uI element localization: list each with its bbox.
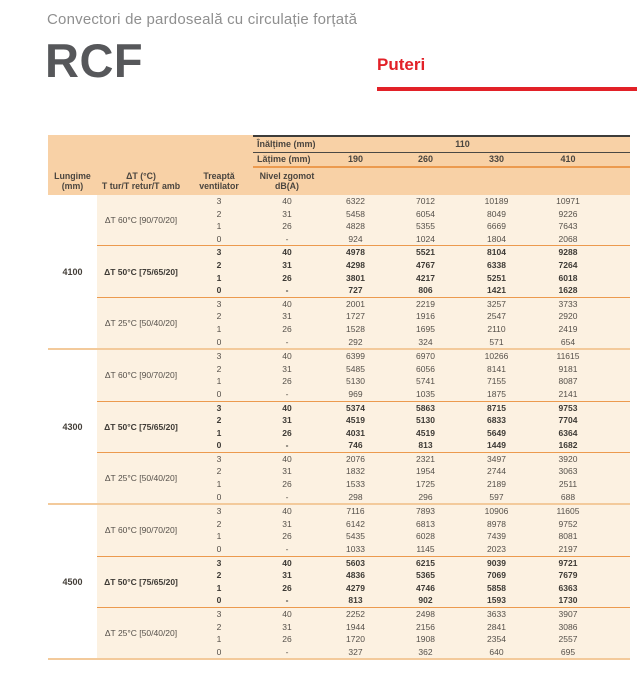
power-value: 2156 bbox=[416, 621, 435, 632]
power-value: 8141 bbox=[487, 363, 506, 374]
power-value: 3497 bbox=[487, 453, 506, 464]
power-value: 7012 bbox=[416, 196, 435, 206]
fan-step-value: 3 bbox=[216, 196, 222, 206]
power-value: 6322 bbox=[346, 196, 365, 206]
product-name: RCF bbox=[45, 34, 144, 87]
fan-step-value: 1 bbox=[216, 479, 222, 490]
power-value: 2141 bbox=[558, 388, 578, 399]
power-value: 6970 bbox=[416, 351, 435, 362]
table-body bbox=[48, 195, 630, 660]
power-value: 6018 bbox=[558, 272, 578, 283]
power-value: 2068 bbox=[558, 233, 578, 244]
power-value: 2189 bbox=[487, 479, 506, 490]
power-value: 4217 bbox=[416, 272, 435, 283]
width-label: Lățime (mm) bbox=[257, 154, 311, 164]
length-value: 4500 bbox=[62, 576, 83, 587]
noise-level-value: 26 bbox=[282, 427, 292, 438]
power-value: 7704 bbox=[558, 415, 578, 426]
fan-step-value: 1 bbox=[216, 634, 222, 645]
power-value: 5603 bbox=[346, 557, 365, 568]
fan-step-value: 2 bbox=[216, 208, 222, 219]
power-value: 9226 bbox=[558, 208, 578, 219]
power-value: 8087 bbox=[558, 376, 578, 387]
fan-step-value: 0 bbox=[216, 285, 222, 296]
height-row bbox=[253, 137, 630, 152]
power-value: 6364 bbox=[558, 427, 578, 438]
power-value: 5649 bbox=[487, 427, 506, 438]
power-value: 4519 bbox=[346, 415, 365, 426]
power-value: 5130 bbox=[346, 376, 365, 387]
power-value: 6028 bbox=[416, 531, 435, 542]
deltat-label: ΔT 25°C [50/40/20] bbox=[104, 473, 178, 484]
power-value: 5251 bbox=[487, 272, 506, 283]
power-value: 7069 bbox=[487, 570, 506, 581]
power-value: 8104 bbox=[487, 247, 506, 258]
noise-level-value: 26 bbox=[282, 272, 292, 283]
power-value: 6669 bbox=[487, 221, 506, 232]
power-value: 10971 bbox=[556, 196, 580, 206]
power-value: 969 bbox=[348, 388, 363, 399]
fan-step-value: 1 bbox=[216, 427, 222, 438]
noise-level-value: 40 bbox=[282, 247, 292, 258]
fan-step-value: 0 bbox=[216, 233, 222, 244]
noise-level-value: 31 bbox=[282, 518, 292, 529]
power-value: 9181 bbox=[558, 363, 578, 374]
power-value: 640 bbox=[489, 646, 504, 657]
power-value: 3733 bbox=[558, 298, 578, 309]
power-value: 1875 bbox=[487, 388, 506, 399]
length-value: 4100 bbox=[62, 266, 83, 277]
noise-level-value: - bbox=[285, 544, 289, 555]
noise-level-value: 40 bbox=[282, 298, 292, 309]
section-title: Puteri bbox=[377, 55, 426, 74]
fan-step-value: 3 bbox=[216, 351, 222, 362]
power-value: 6215 bbox=[416, 557, 435, 568]
power-value: 746 bbox=[348, 440, 363, 451]
power-value: 9288 bbox=[558, 247, 578, 258]
power-value: 3063 bbox=[558, 466, 578, 477]
power-value: 2252 bbox=[346, 609, 365, 619]
power-value: 5863 bbox=[416, 402, 435, 413]
noise-level-value: 26 bbox=[282, 531, 292, 542]
noise-level-value: - bbox=[285, 388, 289, 399]
power-value: 7679 bbox=[558, 570, 578, 581]
power-value: 2419 bbox=[558, 323, 578, 334]
fan-step-value: 3 bbox=[216, 506, 222, 517]
height-label: Înălțime (mm) bbox=[257, 139, 316, 149]
power-value: 2219 bbox=[416, 298, 435, 309]
width-value: 260 bbox=[417, 154, 434, 164]
power-value: 1695 bbox=[416, 323, 435, 334]
power-value: 1727 bbox=[346, 311, 365, 322]
power-value: 327 bbox=[348, 646, 363, 657]
power-value: 5485 bbox=[346, 363, 365, 374]
noise-level-value: 31 bbox=[282, 570, 292, 581]
power-value: 10189 bbox=[484, 196, 509, 206]
height-value: 110 bbox=[455, 139, 470, 149]
power-value: 806 bbox=[418, 285, 433, 296]
power-value: 11615 bbox=[556, 351, 580, 362]
power-value: 4519 bbox=[416, 427, 435, 438]
power-value: 7264 bbox=[558, 259, 578, 270]
table-header bbox=[48, 135, 630, 195]
power-value: 727 bbox=[348, 285, 363, 296]
noise-level-value: 31 bbox=[282, 363, 292, 374]
fan-step-value: 2 bbox=[216, 363, 222, 374]
power-value: 5355 bbox=[416, 221, 435, 232]
power-value: 5458 bbox=[346, 208, 365, 219]
power-table bbox=[48, 135, 630, 660]
power-value: 1954 bbox=[416, 466, 435, 477]
power-value: 2841 bbox=[487, 621, 506, 632]
power-value: 324 bbox=[418, 336, 433, 347]
power-value: 695 bbox=[560, 646, 576, 657]
fan-step-value: 0 bbox=[216, 388, 222, 399]
noise-level-value: 31 bbox=[282, 466, 292, 477]
fan-step-value: 1 bbox=[216, 323, 222, 334]
power-value: 9753 bbox=[558, 402, 578, 413]
power-value: 9039 bbox=[487, 557, 506, 568]
power-value: 362 bbox=[418, 646, 433, 657]
deltat-block bbox=[97, 350, 630, 401]
noise-level-value: 26 bbox=[282, 323, 292, 334]
fan-step-value: 0 bbox=[216, 491, 222, 502]
noise-level-value: - bbox=[285, 233, 289, 244]
noise-level-value: - bbox=[285, 491, 289, 502]
power-value: 6833 bbox=[487, 415, 506, 426]
fan-step-value: 0 bbox=[216, 440, 222, 451]
power-value: 2197 bbox=[558, 544, 578, 555]
power-value: 7155 bbox=[487, 376, 506, 387]
power-value: 924 bbox=[348, 233, 363, 244]
power-value: 298 bbox=[348, 491, 363, 502]
power-value: 5435 bbox=[346, 531, 365, 542]
fan-step-value: 1 bbox=[216, 531, 222, 542]
power-value: 4746 bbox=[416, 582, 435, 593]
fan-step-value: 3 bbox=[216, 557, 222, 568]
power-value: 8715 bbox=[487, 402, 506, 413]
power-value: 1916 bbox=[416, 311, 435, 322]
noise-level-value: 31 bbox=[282, 415, 292, 426]
deltat-block bbox=[97, 608, 630, 658]
power-value: 1533 bbox=[346, 479, 365, 490]
power-value: 6363 bbox=[558, 582, 578, 593]
deltat-label: ΔT 25°C [50/40/20] bbox=[104, 317, 178, 328]
power-value: 3801 bbox=[346, 272, 365, 283]
length-value: 4300 bbox=[62, 421, 83, 432]
fan-step-value: 0 bbox=[216, 595, 222, 606]
power-value: 5130 bbox=[416, 415, 435, 426]
power-value: 2547 bbox=[487, 311, 506, 322]
power-value: 292 bbox=[348, 336, 363, 347]
power-value: 688 bbox=[560, 491, 576, 502]
noise-level-value: - bbox=[285, 285, 289, 296]
power-value: 813 bbox=[348, 595, 363, 606]
power-value: 3920 bbox=[558, 453, 578, 464]
deltat-block bbox=[97, 453, 630, 503]
fan-step-value: 0 bbox=[216, 336, 222, 347]
power-value: 1035 bbox=[416, 388, 435, 399]
power-value: 2920 bbox=[558, 311, 578, 322]
noise-level-value: 31 bbox=[282, 259, 292, 270]
width-value: 330 bbox=[488, 154, 505, 164]
power-value: 1682 bbox=[558, 440, 578, 451]
power-value: 4298 bbox=[346, 259, 365, 270]
noise-level-value: 40 bbox=[282, 557, 292, 568]
power-value: 1528 bbox=[346, 323, 365, 334]
fan-step-value: 2 bbox=[216, 415, 222, 426]
power-value: 9721 bbox=[558, 557, 578, 568]
power-value: 1725 bbox=[416, 479, 435, 490]
section-underline bbox=[377, 87, 637, 91]
deltat-block bbox=[97, 557, 630, 608]
power-value: 4031 bbox=[346, 427, 365, 438]
power-value: 5521 bbox=[416, 247, 435, 258]
power-value: 2557 bbox=[558, 634, 578, 645]
deltat-block bbox=[97, 246, 630, 297]
power-value: 296 bbox=[418, 491, 433, 502]
power-value: 2321 bbox=[416, 453, 435, 464]
power-value: 1944 bbox=[346, 621, 365, 632]
fan-step-value: 3 bbox=[216, 247, 222, 258]
col-header-deltat: ΔT (°C) T tur/T retur/T amb bbox=[101, 170, 181, 191]
power-value: 5374 bbox=[346, 402, 365, 413]
deltat-label: ΔT 60°C [90/70/20] bbox=[104, 525, 178, 536]
power-value: 6142 bbox=[346, 518, 365, 529]
noise-level-value: 26 bbox=[282, 479, 292, 490]
power-value: 3086 bbox=[558, 621, 578, 632]
fan-step-value: 2 bbox=[216, 311, 222, 322]
noise-level-value: - bbox=[285, 595, 289, 606]
col-header-nivel: Nivel zgomot dB(A) bbox=[259, 170, 315, 191]
power-value: 1804 bbox=[487, 233, 506, 244]
power-value: 1908 bbox=[416, 634, 435, 645]
power-value: 6813 bbox=[416, 518, 435, 529]
deltat-label: ΔT 25°C [50/40/20] bbox=[104, 628, 178, 639]
power-value: 4828 bbox=[346, 221, 365, 232]
power-value: 1024 bbox=[416, 233, 435, 244]
power-value: 8049 bbox=[487, 208, 506, 219]
fan-step-value: 3 bbox=[216, 453, 222, 464]
fan-step-value: 3 bbox=[216, 298, 222, 309]
power-value: 7116 bbox=[346, 506, 365, 517]
power-value: 10266 bbox=[484, 351, 509, 362]
power-value: 1730 bbox=[558, 595, 578, 606]
deltat-label: ΔT 50°C [75/65/20] bbox=[104, 421, 178, 432]
power-value: 1449 bbox=[487, 440, 506, 451]
deltat-block bbox=[97, 298, 630, 348]
noise-level-value: 31 bbox=[282, 208, 292, 219]
length-group-4500 bbox=[48, 505, 630, 660]
power-value: 4767 bbox=[416, 259, 435, 270]
noise-level-value: 40 bbox=[282, 351, 292, 362]
power-value: 4836 bbox=[346, 570, 365, 581]
power-value: 2023 bbox=[487, 544, 506, 555]
noise-level-value: - bbox=[285, 440, 289, 451]
power-value: 1720 bbox=[346, 634, 365, 645]
power-value: 3633 bbox=[487, 609, 506, 619]
fan-step-value: 2 bbox=[216, 259, 222, 270]
fan-step-value: 2 bbox=[216, 621, 222, 632]
fan-step-value: 3 bbox=[216, 609, 222, 619]
power-value: 1033 bbox=[346, 544, 365, 555]
power-value: 571 bbox=[489, 336, 504, 347]
power-value: 4279 bbox=[346, 582, 365, 593]
noise-level-value: - bbox=[285, 336, 289, 347]
noise-level-value: 40 bbox=[282, 609, 292, 619]
power-value: 2001 bbox=[346, 298, 365, 309]
power-value: 11605 bbox=[556, 506, 580, 517]
power-value: 7439 bbox=[487, 531, 506, 542]
power-value: 6399 bbox=[346, 351, 365, 362]
power-value: 597 bbox=[489, 491, 504, 502]
fan-step-value: 1 bbox=[216, 272, 222, 283]
width-value: 410 bbox=[560, 154, 576, 164]
power-value: 2076 bbox=[346, 453, 365, 464]
noise-level-value: 40 bbox=[282, 402, 292, 413]
length-group-4100 bbox=[48, 195, 630, 350]
power-value: 654 bbox=[560, 336, 576, 347]
deltat-block bbox=[97, 402, 630, 453]
deltat-label: ΔT 50°C [75/65/20] bbox=[104, 576, 178, 587]
noise-level-value: 26 bbox=[282, 221, 292, 232]
noise-level-value: 26 bbox=[282, 376, 292, 387]
col-header-treapta: Treaptă ventilator bbox=[199, 170, 239, 191]
power-value: 5741 bbox=[416, 376, 435, 387]
power-value: 2354 bbox=[487, 634, 506, 645]
fan-step-value: 2 bbox=[216, 518, 222, 529]
column-headers bbox=[48, 168, 630, 194]
fan-step-value: 2 bbox=[216, 466, 222, 477]
power-value: 2511 bbox=[558, 479, 578, 490]
width-row bbox=[253, 153, 630, 166]
noise-level-value: 40 bbox=[282, 196, 292, 206]
power-value: 1421 bbox=[487, 285, 506, 296]
noise-level-value: 31 bbox=[282, 311, 292, 322]
power-value: 2744 bbox=[487, 466, 506, 477]
fan-step-value: 0 bbox=[216, 544, 222, 555]
power-value: 1593 bbox=[487, 595, 506, 606]
col-header-lungime: Lungime (mm) bbox=[54, 170, 91, 191]
power-value: 1145 bbox=[416, 544, 435, 555]
deltat-label: ΔT 60°C [90/70/20] bbox=[104, 370, 178, 381]
noise-level-value: - bbox=[285, 646, 289, 657]
power-value: 4978 bbox=[346, 247, 365, 258]
power-value: 10906 bbox=[484, 506, 509, 517]
power-value: 8978 bbox=[487, 518, 506, 529]
length-group-4300 bbox=[48, 350, 630, 505]
power-value: 902 bbox=[418, 595, 433, 606]
power-value: 3907 bbox=[558, 609, 578, 619]
fan-step-value: 1 bbox=[216, 376, 222, 387]
deltat-label: ΔT 50°C [75/65/20] bbox=[104, 266, 178, 277]
deltat-block bbox=[97, 505, 630, 556]
noise-level-value: 26 bbox=[282, 634, 292, 645]
noise-level-value: 40 bbox=[282, 506, 292, 517]
power-value: 6338 bbox=[487, 259, 506, 270]
power-value: 2110 bbox=[487, 323, 506, 334]
fan-step-value: 2 bbox=[216, 570, 222, 581]
noise-level-value: 31 bbox=[282, 621, 292, 632]
power-value: 9752 bbox=[558, 518, 578, 529]
power-value: 6056 bbox=[416, 363, 435, 374]
width-value: 190 bbox=[347, 154, 364, 164]
page-subtitle: Convectori de pardoseală cu circulație forțată bbox=[47, 11, 358, 28]
deltat-label: ΔT 60°C [90/70/20] bbox=[104, 215, 178, 226]
fan-step-value: 1 bbox=[216, 582, 222, 593]
power-value: 3257 bbox=[487, 298, 506, 309]
power-value: 1832 bbox=[346, 466, 365, 477]
power-value: 5365 bbox=[416, 570, 435, 581]
power-value: 8081 bbox=[558, 531, 578, 542]
power-value: 5858 bbox=[487, 582, 506, 593]
fan-step-value: 1 bbox=[216, 221, 222, 232]
noise-level-value: 26 bbox=[282, 582, 292, 593]
power-value: 813 bbox=[418, 440, 433, 451]
power-value: 1628 bbox=[558, 285, 578, 296]
power-value: 2498 bbox=[416, 609, 435, 619]
noise-level-value: 40 bbox=[282, 453, 292, 464]
power-value: 6054 bbox=[416, 208, 435, 219]
fan-step-value: 0 bbox=[216, 646, 222, 657]
power-value: 7643 bbox=[558, 221, 578, 232]
fan-step-value: 3 bbox=[216, 402, 222, 413]
power-value: 7893 bbox=[416, 506, 435, 517]
deltat-block bbox=[97, 195, 630, 246]
